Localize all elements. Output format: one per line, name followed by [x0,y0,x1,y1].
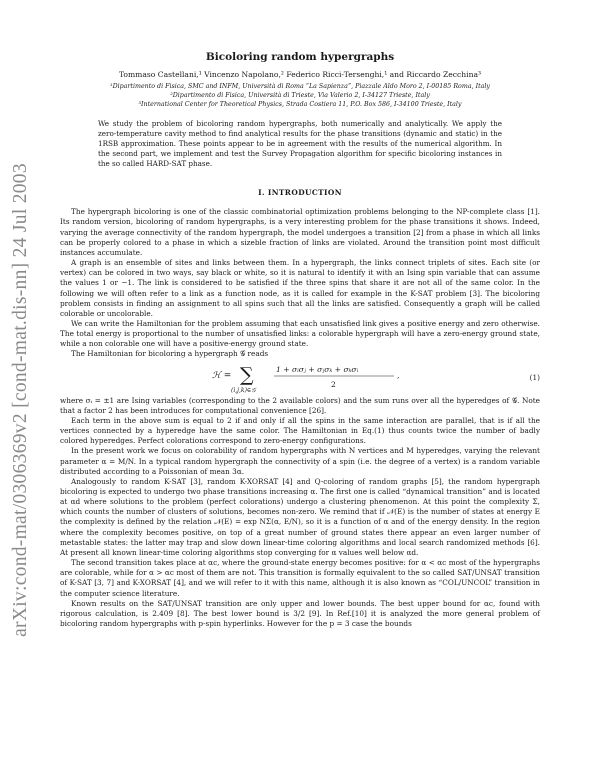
paragraph-9: The second transition takes place at αc, where the ground-state energy becomes positive: for α < αc most of the hypergraphs are colorable, while for α > αc most of them are not. This transition is formally equivalent to the so called SAT/UNSAT transition of K-SAT [3, 7] and K-XORSAT [4], and we will refer to it with this name, although it is also known as “COL/UNCOL” transition in the computer science literature. [60,558,540,598]
paragraph-5: where σᵢ = ±1 are Ising variables (corresponding to the 2 available colors) and the sum runs over all the hyperedges of 𝒢. Note that a factor 2 has been introduces for computational convenience [26]. [60,395,540,415]
paper-page [60,40,540,629]
paragraph-8: Analogously to random K-SAT [3], random K-XORSAT [4] and Q-coloring of random graphs [5], the random hypergraph bicoloring is expected to undergo two phase transitions increasing α. The first one is called “dynamical transition” and is located at αd where solutions to the problem (perfect colorations) undergo a clustering phenomenon. At this point the complexity Σ, which counts the number of clusters of solutions, becomes non-zero. We remind that if 𝒩(E) is the number of states at energy E the complexity is defined by the relation 𝒩(E) = exp NΣ(α, E/N), so it is a function of α and of the energy density. In the region where the complexity becomes positive, on top of a great number of ground states there appear an even larger number of metastable states: the latter may trap and slow down linear-time coloring algorithms and local search randomized methods [6]. At present all known linear-time coloring algorithms stop converging for α values well below αd. [60,476,540,557]
section-heading: I. INTRODUCTION [258,188,342,198]
paragraph-3: We can write the Hamiltonian for the problem assuming that each unsatisfied link gives a positive energy and zero otherwise. The total energy is proportional to the number of unsatisfied links: a colorable hypergraph will have a zero-energy ground state, while a non colorable one will have a positive-energy ground state. [60,318,540,349]
fraction-denominator: 2 [331,379,336,389]
equation-drawing [60,360,480,396]
author-list: Tommaso Castellani,¹ Vincenzo Napolano,² Federico Ricci-Tersenghi,¹ and Riccardo Zecchina³ [118,70,482,80]
paragraph-7: In the present work we focus on colorability of random hypergraphs with N vertices and M hyperedges, varying the relevant parameter α = M/N. In a typical random hypergraph the connectivity of a spin (i.e. the degree of a vertex) is a random variable distributed according to a Poissonian of mean 3α. [60,446,540,476]
hamiltonian-equation [60,360,540,396]
arxiv-identifier-sidebar [6,150,36,650]
paragraph-6: Each term in the above sum is equal to 2 if and only if all the spins in the same interaction are parallel, that is if all the vertices connected by a hyperedge have the same color. The Hamiltonian in Eq.(1) thus counts twice the number of badly colored hyperedges. Perfect colorations correspond to zero-energy configurations. [60,415,540,446]
arxiv-identifier: arXiv:cond-mat/0306369v2 [cond-mat.dis-nn] 24 Jul 2003 [10,163,31,637]
fraction-numerator: 1 + σᵢσⱼ + σⱼσₖ + σₖσᵢ [276,364,359,374]
paragraph-4: The Hamiltonian for bicoloring a hypergraph 𝒢 reads [71,349,269,359]
equation-lhs: ℋ = [212,370,232,381]
paragraph-10: Known results on the SAT/UNSAT transition are only upper and lower bounds. The best upper bound for αc, found with rigorous calculation, is 2.409 [8]. The best lower bound is 3/2 [9]. In Ref.[10] it is analyzed the more general problem of bicoloring random hypergraphs with p-spin hyperlinks. However for the p = 3 case the bounds [60,598,540,629]
equation-comma: , [397,370,400,380]
summation-sign: ∑ [240,363,254,386]
paragraph-1: The hypergraph bicoloring is one of the classic combinatorial optimization problems belonging to the NP-complete class [1]. Its random version, bicoloring of random hypergraphs, is a very interesting problem for the phase transitions it shows. Indeed, varying the average connectivity of the random hypergraph, the model undergoes a transition [2] from a phase in which all links can be properly colored to a phase in which a sizeble fraction of links are violated. Around the transition point most difficult instances accumulate. [60,207,540,257]
paragraph-2: A graph is an ensemble of sites and links between them. In a hypergraph, the links connect triplets of sites. Each site (or vertex) can be colored in two ways, say black or white, so it is natural to identify it with an Ising spin variable that can assume the values 1 or −1. The link is considered to be satisfied if the three spins that share it are not all of the same color. In the following we will often refer to a link as a function node, as it is called for example in the K-SAT problem [3]. The bicoloring problem consists in finding an assignment to all spins such that all the links are satisfied. Consequently a graph will be called colorable or uncolorable. [60,258,540,318]
affiliation-1: ¹Dipartimento di Fisica, SMC and INFM, Università di Roma “La Sapienza”, Piazzale Aldo Moro 2, I-00185 Roma, Italy [110,83,490,91]
affiliation-3: ³International Center for Theoretical Physics, Strada Costiera 11, P.O. Box 586, I-34100 Trieste, Italy [138,100,462,108]
sum-subscript: (i,j,k)∈𝒢 [231,386,256,394]
paper-title: Bicoloring random hypergraphs [205,51,395,63]
affiliation-2: ²Dipartimento di Fisica, Università di Trieste, Via Valerio 2, I-34127 Trieste, Italy [170,91,430,99]
abstract: We study the problem of bicoloring random hypergraphs, both numerically and analytically. We apply the zero-temperature cavity method to find analytical results for the phase transitions (dynamic and static) in the 1RSB approximation. These points appear to be in agreement with the results of the numerical algorithm. In the second part, we implement and test the Survey Propagation algorithm for specific bicoloring instances in the so called HARD-SAT phase. [98,119,502,169]
equation-number: (1) [529,372,540,382]
